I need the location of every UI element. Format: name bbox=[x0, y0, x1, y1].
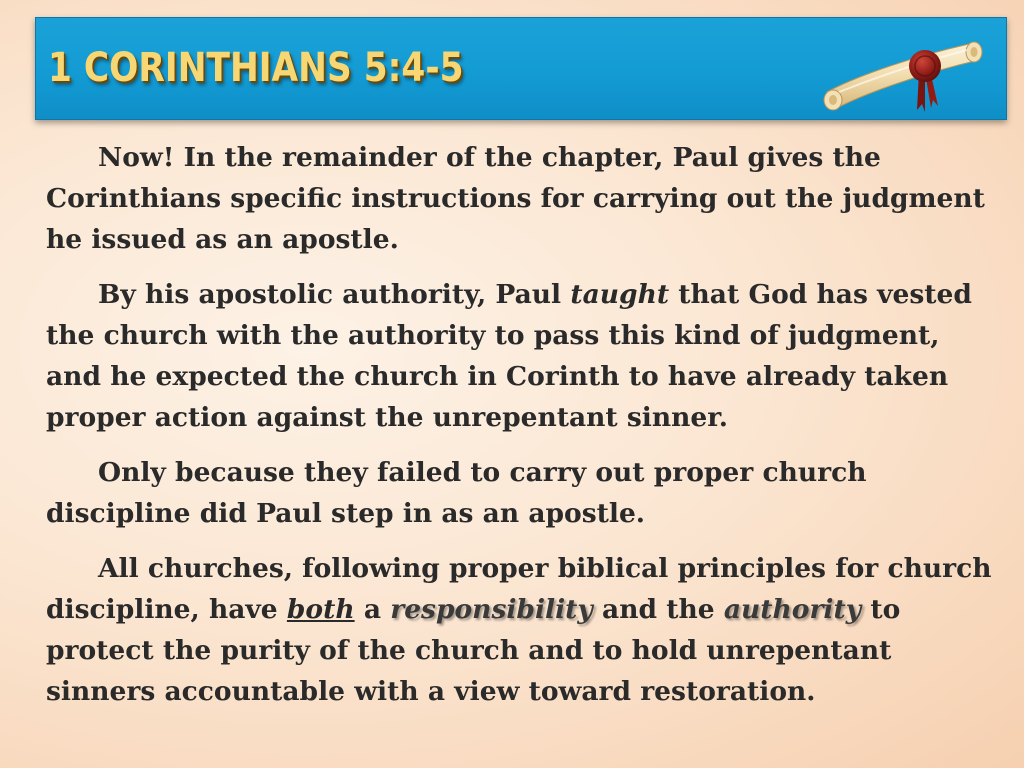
scroll-with-wax-seal-icon bbox=[819, 30, 989, 120]
paragraph-4-part3: and the bbox=[592, 594, 724, 625]
paragraph-2 bbox=[46, 274, 996, 438]
paragraph-4-part2: a bbox=[354, 594, 391, 625]
paragraph-4-part4: to protect the purity of the church and to hold unrepentant sinners accountable with a view toward restoration. bbox=[46, 594, 901, 707]
paragraph-4 bbox=[46, 548, 996, 712]
paragraph-2-end: that God has vested the church with the authority to pass this kind of judgment, and he expected the church in Corinth to have already taken proper action against the unrepentant sinner. bbox=[46, 279, 972, 433]
title-banner bbox=[35, 17, 1007, 120]
paragraph-1: Now! In the remainder of the chapter, Paul gives the Corinthians specific instructions for carrying out the judgment he issued as an apostle. bbox=[46, 142, 985, 255]
slide-body bbox=[46, 137, 996, 726]
paragraph-4-part1: All churches, following proper biblical principles for church discipline, have bbox=[46, 553, 992, 625]
slide-title: 1 CORINTHIANS 5:4-5 bbox=[48, 45, 464, 91]
emphasis-responsibility: responsibility bbox=[390, 594, 593, 625]
emphasis-taught: taught bbox=[570, 279, 670, 310]
paragraph-2-start: By his apostolic authority, Paul bbox=[98, 279, 571, 310]
paragraph-3: Only because they failed to carry out proper church discipline did Paul step in as an apostle. bbox=[46, 457, 867, 529]
emphasis-authority: authority bbox=[723, 594, 862, 625]
emphasis-both: both bbox=[286, 594, 355, 625]
